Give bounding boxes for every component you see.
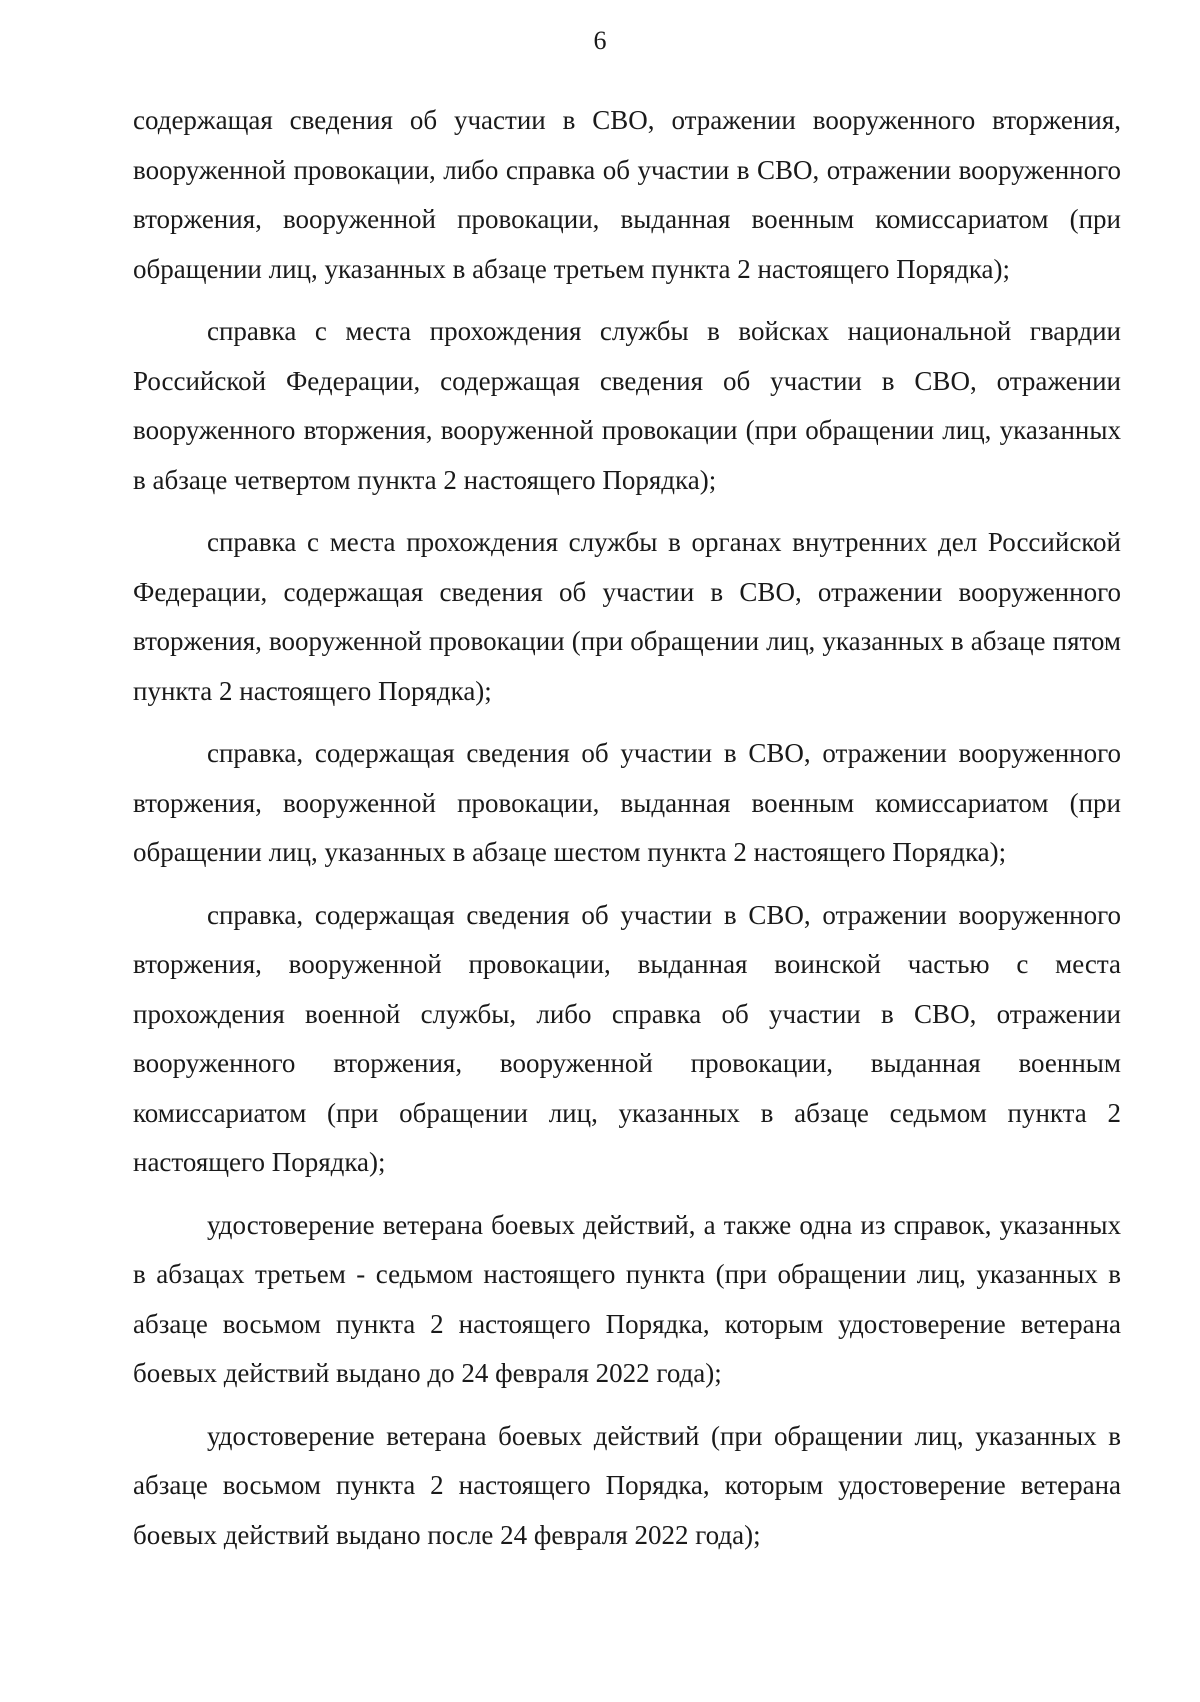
paragraph-continuation: содержащая сведения об участии в СВО, отражении вооруженного вторжения, вооруженной провокации, либо справка об участии в СВО, отражении вооруженного вторжения, вооруженной провокации, выданная военным комиссариатом (при обращении лиц, указанных в абзаце третьем пункта 2 настоящего Порядка);: [133, 105, 1121, 284]
paragraph-military-unit-certificate: справка, содержащая сведения об участии в СВО, отражении вооруженного вторжения, вооруженной провокации, выданная воинской частью с места прохождения военной службы, либо справка об участии в СВО, отражении вооруженного вторжения, вооруженной провокации, выданная военным комиссариатом (при обращении лиц, указанных в абзаце седьмом пункта 2 настоящего Порядка);: [133, 899, 1121, 1177]
document-body: [133, 96, 1121, 1573]
paragraph-veteran-id-after-2022: удостоверение ветерана боевых действий (при обращении лиц, указанных в абзаце восьмом пункта 2 настоящего Порядка, которым удостоверение ветерана боевых действий выдано после 24 февраля 2022 года);: [133, 1420, 1121, 1550]
paragraph-military-commissariat-certificate: справка, содержащая сведения об участии в СВО, отражении вооруженного вторжения, вооруженной провокации, выданная военным комиссариатом (при обращении лиц, указанных в абзаце шестом пункта 2 настоящего Порядка);: [133, 738, 1121, 867]
paragraph-internal-affairs-certificate: справка с места прохождения службы в органах внутренних дел Российской Федерации, содержащая сведения об участии в СВО, отражении вооруженного вторжения, вооруженной провокации (при обращении лиц, указанных в абзаце пятом пункта 2 настоящего Порядка);: [133, 527, 1121, 706]
paragraph-veteran-id-before-2022: удостоверение ветерана боевых действий, а также одна из справок, указанных в абзацах третьем - седьмом настоящего пункта (при обращении лиц, указанных в абзаце восьмом пункта 2 настоящего Порядка, которым удостоверение ветерана боевых действий выдано до 24 февраля 2022 года);: [133, 1209, 1121, 1388]
paragraph-rosgvardia-certificate: справка с места прохождения службы в войсках национальной гвардии Российской Федерации, содержащая сведения об участии в СВО, отражении вооруженного вторжения, вооруженной провокации (при обращении лиц, указанных в абзаце четвертом пункта 2 настоящего Порядка);: [133, 316, 1121, 495]
page-number: 6: [593, 26, 607, 55]
